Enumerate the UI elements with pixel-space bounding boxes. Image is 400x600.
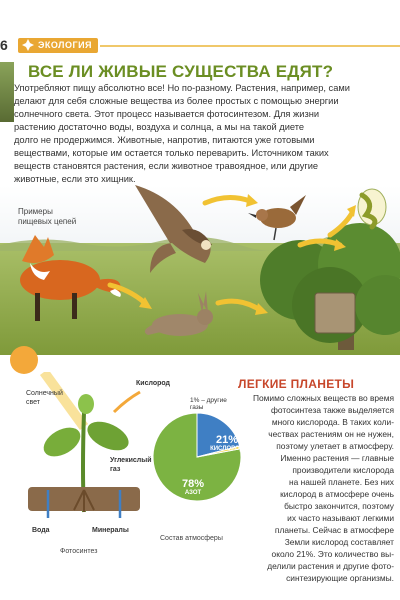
page-title: ВСЕ ЛИ ЖИВЫЕ СУЩЕСТВА ЕДЯТ? <box>28 62 334 81</box>
light-planets-line: кислород в атмосфере очень <box>280 489 394 499</box>
light-planets-line: синтезирующие организмы. <box>286 573 394 583</box>
oxygen-name: КИСЛОРОД <box>210 446 244 452</box>
sunlight-label <box>26 389 63 407</box>
light-planets-line: делили растения и другие фото- <box>267 561 394 571</box>
light-planets-line: Именно растения — главные <box>280 453 394 463</box>
oxygen-percent: 21% <box>215 434 239 446</box>
light-planets-line: их часто называют легкими <box>287 513 394 523</box>
other-gases-label-line: 1% – другие <box>190 397 227 404</box>
light-planets-line: много кислорода. В таких коли- <box>271 417 394 427</box>
other-gases-label <box>190 397 227 411</box>
food-chain-label-line: пищевых цепей <box>18 217 77 226</box>
page-number: 6 <box>0 37 8 53</box>
header-rule <box>100 45 400 47</box>
light-planets-line: на нашей планете. Без них <box>288 477 394 487</box>
water-label: Вода <box>32 527 50 534</box>
intro-line: растению достаточно воды, воздуха и солнца, а мы на такой диете <box>14 122 305 132</box>
light-planets-text <box>226 392 394 584</box>
light-planets-line: фотосинтеза также выделяется <box>271 405 394 415</box>
co2-label-line: Углекислый <box>110 457 152 464</box>
sunlight-label-line: свет <box>26 399 41 406</box>
light-planets-line: производители кислорода <box>292 465 394 475</box>
section-emblem-icon <box>22 39 34 51</box>
nitrogen-name: АЗОТ <box>184 490 202 496</box>
hawk-illustration <box>135 185 212 273</box>
caterpillar-illustration <box>358 189 386 227</box>
intro-line: делают для себя сложные вещества из более простых с помощью энергии <box>14 96 339 106</box>
food-chain-scene <box>0 185 400 365</box>
intro-line: солнечного света. Этот процесс называется фотосинтезом. Для жизни <box>14 109 320 119</box>
bird-illustration <box>248 195 306 240</box>
nitrogen-slice-label <box>176 478 210 497</box>
hare-illustration <box>145 291 213 336</box>
light-planets-line: чествах растениям он не нужен, <box>268 429 394 439</box>
light-planets-line: быстро закончится, поэтому <box>284 501 394 511</box>
atmosphere-caption: Состав атмосферы <box>160 535 223 542</box>
sunlight-label-line: Солнечный <box>26 390 63 397</box>
light-planets-title: ЛЕГКИЕ ПЛАНЕТЫ <box>238 377 355 391</box>
light-planets-line: около 21%. Это количество вы- <box>271 549 394 559</box>
other-gases-label-line: газы <box>190 404 204 411</box>
intro-line: долго не продержимся. Животные, напротив, питаются уже готовыми <box>14 135 315 145</box>
side-photo-strip <box>0 62 14 122</box>
photosynthesis-caption: Фотосинтез <box>60 548 98 555</box>
oxygen-label: Кислород <box>136 380 171 387</box>
intro-line: Употребляют пищу абсолютно все! Но по-разному. Растения, например, сами <box>14 83 350 93</box>
light-planets-line: Помимо сложных веществ во время <box>252 393 394 403</box>
minerals-label: Минералы <box>92 527 129 534</box>
section-title: ЭКОЛОГИЯ <box>38 40 93 50</box>
nitrogen-percent: 78% <box>181 478 205 490</box>
food-chain-label-line: Примеры <box>18 207 53 216</box>
light-planets-line: планеты. Сейчас в атмосфере <box>274 525 394 535</box>
intro-line: веществами, которые им остается только переварить. Источником таких <box>14 148 329 158</box>
intro-line: веществ становятся растения, если животное травоядное, или другие <box>14 161 319 171</box>
co2-label-line: газ <box>110 466 121 473</box>
co2-label <box>110 456 152 474</box>
light-planets-line: Земли кислород составляет <box>284 537 394 547</box>
light-planets-line: поэтому улетает в атмосферу. <box>276 441 394 451</box>
intro-line: животные, если это хищник. <box>14 174 136 184</box>
intro-paragraph <box>14 82 394 186</box>
food-chain-label <box>18 207 76 227</box>
